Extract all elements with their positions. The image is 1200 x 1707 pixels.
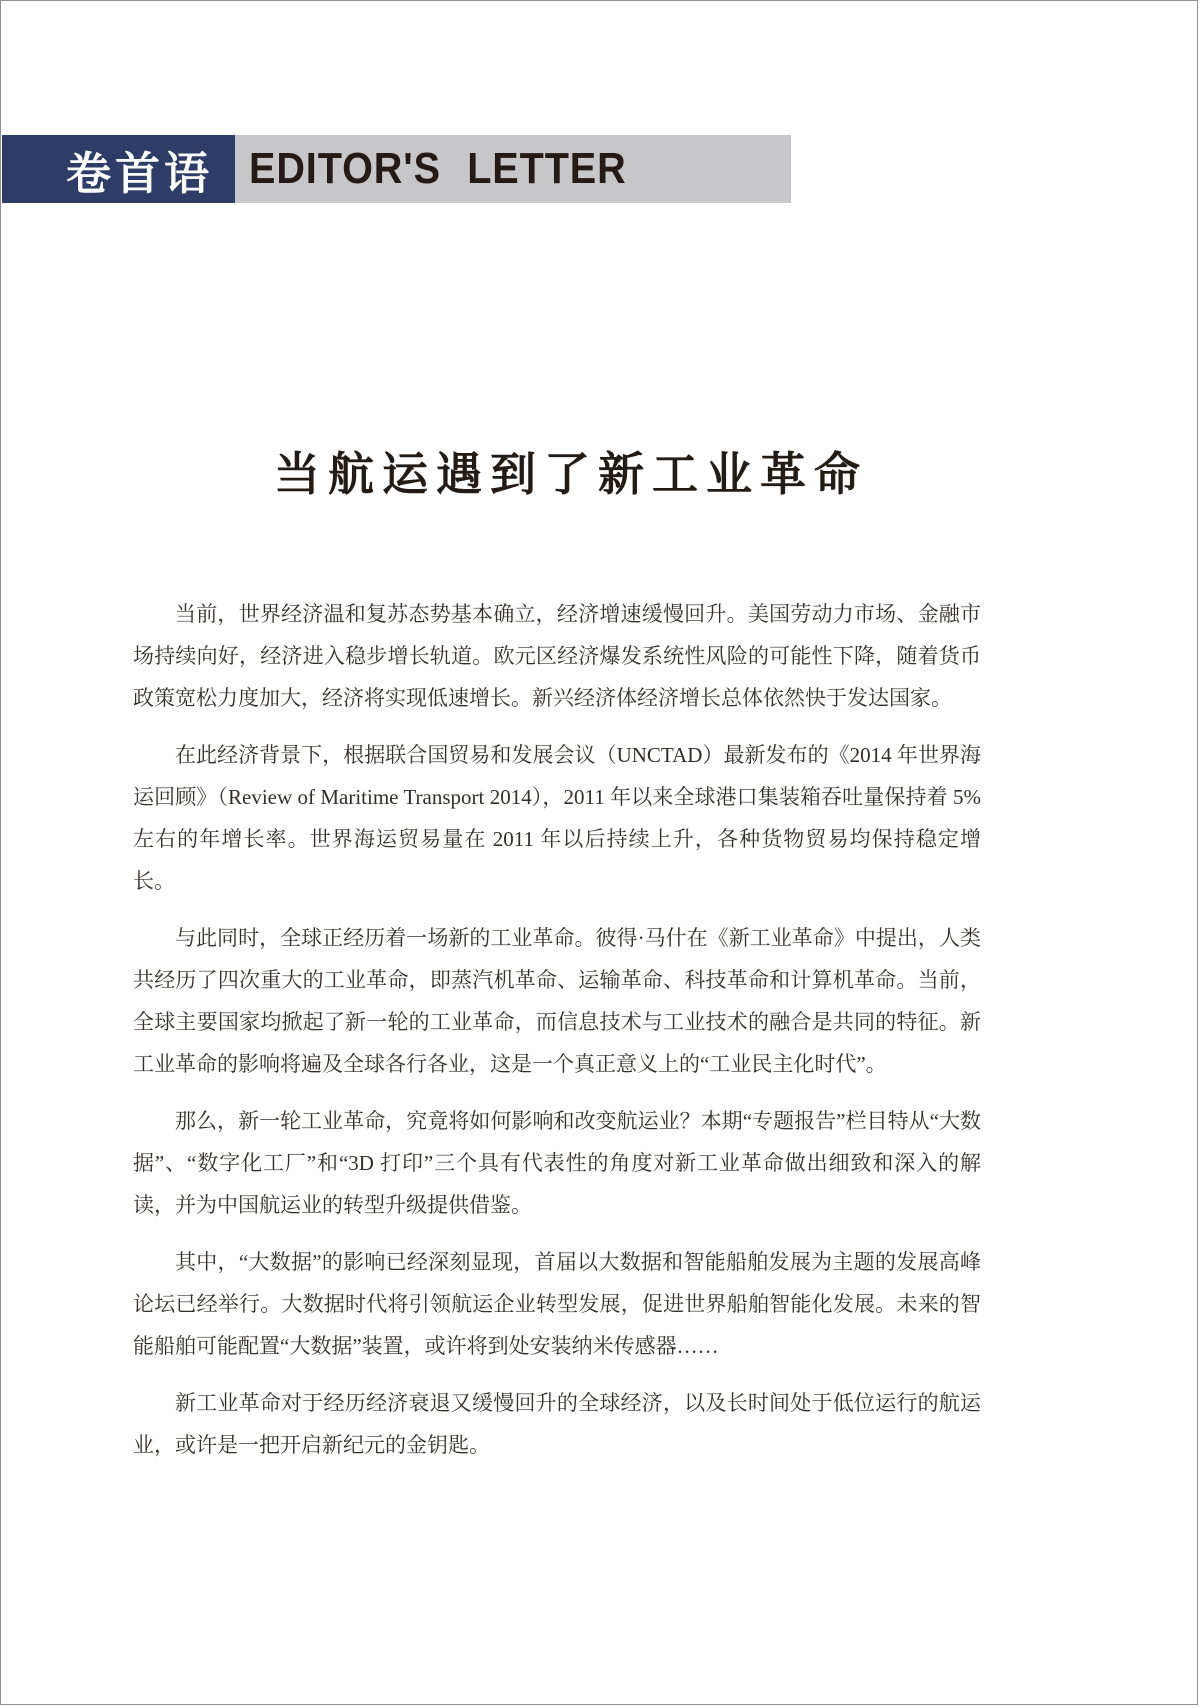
article-body <box>133 593 981 1481</box>
section-header-bar <box>2 135 791 203</box>
paragraph-special-report-intro: 那么，新一轮工业革命，究竟将如何影响和改变航运业？本期“专题报告”栏目特从“大数据”、“数字化工厂”和“3D 打印”三个具有代表性的角度对新工业革命做出细致和深入的解读，并为中国航运业的转型升级提供借鉴。 <box>133 1109 981 1217</box>
paragraph-big-data: 其中，“大数据”的影响已经深刻显现，首届以大数据和智能船舶发展为主题的发展高峰论坛已经举行。大数据时代将引领航运企业转型发展，促进世界船舶智能化发展。未来的智能船舶可能配置“大数据”装置，或许将到处安装纳米传感器…… <box>133 1250 981 1358</box>
section-title-chinese-label: 卷首语 <box>65 147 213 199</box>
paragraph-conclusion: 新工业革命对于经历经济衰退又缓慢回升的全球经济，以及长时间处于低位运行的航运业，或许是一把开启新纪元的金钥匙。 <box>133 1391 981 1457</box>
section-title-english <box>235 135 791 203</box>
paragraph-unctad-report: 在此经济背景下，根据联合国贸易和发展会议（UNCTAD）最新发布的《2014 年世界海运回顾》（Review of Maritime Transport 2014），2011 年以来全球港口集装箱吞吐量保持着 5%左右的年增长率。世界海运贸易量在 2011 年以后持续上升，各种货物贸易均保持稳定增长。 <box>133 743 981 893</box>
section-title-chinese <box>2 135 235 203</box>
paragraph-industrial-revolution: 与此同时，全球正经历着一场新的工业革命。彼得·马什在《新工业革命》中提出，人类共经历了四次重大的工业革命，即蒸汽机革命、运输革命、科技革命和计算机革命。当前，全球主要国家均掀起了新一轮的工业革命，而信息技术与工业技术的融合是共同的特征。新工业革命的影响将遍及全球各行各业，这是一个真正意义上的“工业民主化时代”。 <box>133 926 981 1076</box>
section-title-english-label: EDITOR'S LETTER <box>249 144 627 193</box>
article-title: 当航运遇到了新工业革命 <box>274 447 868 501</box>
paragraph-economy-overview: 当前，世界经济温和复苏态势基本确立，经济增速缓慢回升。美国劳动力市场、金融市场持续向好，经济进入稳步增长轨道。欧元区经济爆发系统性风险的可能性下降，随着货币政策宽松力度加大，经济将实现低速增长。新兴经济体经济增长总体依然快于发达国家。 <box>133 602 981 710</box>
